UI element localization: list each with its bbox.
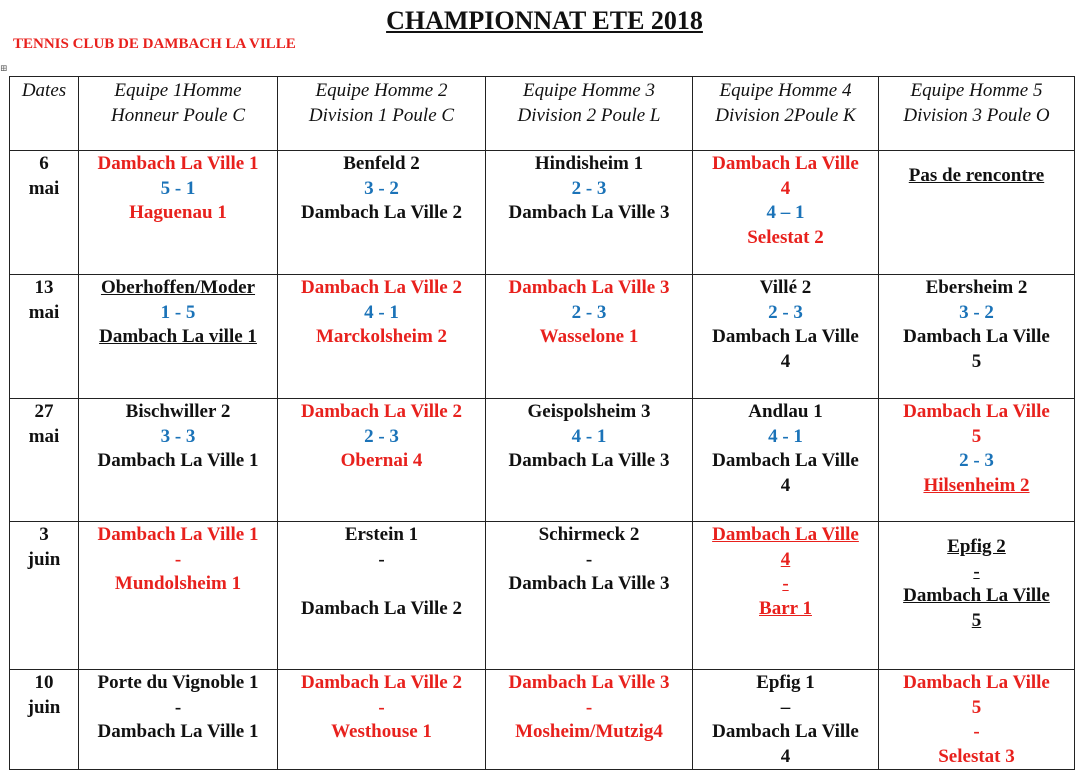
table-anchor-icon: ⊞ [0, 63, 8, 73]
match-line: Dambach La Ville 1 [97, 153, 259, 174]
match-cell [278, 275, 486, 399]
match-cell [879, 275, 1075, 399]
match-line: - [174, 548, 182, 570]
header-team-1 [79, 77, 278, 151]
match-line: Dambach La Ville 3 [508, 450, 670, 471]
header-team-2 [278, 77, 486, 151]
match-score: 2 - 3 [768, 301, 803, 323]
match-line: Dambach La Ville 2 [301, 277, 462, 298]
match-score: 4 - 1 [571, 425, 607, 447]
match-line: Dambach La Ville [712, 524, 859, 545]
date-cell [10, 275, 79, 399]
match-line: Dambach La ville 1 [99, 326, 257, 347]
match-cell [79, 151, 278, 275]
match-cell [79, 275, 278, 399]
header-line: Division 3 Poule O [903, 104, 1050, 126]
table-row [10, 151, 1075, 275]
match-line: Benfeld 2 [343, 153, 420, 174]
match-line: Dambach La Ville 3 [508, 202, 670, 223]
match-line: 4 [780, 745, 791, 767]
date-line: mai [28, 425, 60, 447]
match-line: Dambach La Ville [903, 585, 1050, 606]
match-cell [278, 522, 486, 670]
match-line: Marckolsheim 2 [315, 326, 448, 347]
schedule-table [9, 76, 1075, 770]
date-cell [10, 399, 79, 522]
header-team-5 [879, 77, 1075, 151]
header-team-4 [693, 77, 879, 151]
match-line: Dambach La Ville 1 [97, 524, 259, 545]
match-line: Selestat 3 [938, 745, 1015, 767]
match-cell [79, 522, 278, 670]
date-line: juin [27, 548, 61, 570]
match-line: 4 [780, 177, 791, 199]
match-line: Dambach La Ville [903, 326, 1050, 347]
date-line: 27 [34, 401, 54, 422]
match-line: Erstein 1 [344, 524, 419, 545]
page-title [0, 6, 1089, 36]
match-line: Dambach La Ville [903, 672, 1050, 693]
match-line: 4 [780, 350, 791, 372]
match-score: 2 - 3 [571, 177, 607, 199]
match-score: 4 - 1 [364, 301, 399, 323]
match-line: 4 [780, 548, 791, 570]
match-cell [278, 399, 486, 522]
date-line: 6 [39, 153, 49, 174]
header-line: Division 1 Poule C [308, 104, 455, 126]
match-cell [486, 670, 693, 770]
match-cell [693, 522, 879, 670]
match-cell [79, 670, 278, 770]
match-cell [486, 275, 693, 399]
match-score: 4 - 1 [768, 425, 803, 447]
match-line: – [780, 696, 791, 718]
match-line: Epfig 2 [947, 536, 1006, 557]
match-cell [693, 670, 879, 770]
date-line: 13 [34, 277, 54, 298]
match-cell [693, 151, 879, 275]
match-line: Westhouse 1 [331, 721, 432, 742]
match-line: Dambach La Ville 3 [508, 277, 670, 298]
match-line: Dambach La Ville [712, 450, 859, 471]
table-row [10, 399, 1075, 522]
match-line: 5 [971, 425, 982, 447]
title-text: CHAMPIONNAT ETE 2018 [386, 6, 703, 35]
match-line: - [585, 696, 593, 718]
match-line: - [973, 560, 980, 582]
match-line: Wasselone 1 [539, 326, 639, 347]
match-line: Dambach La Ville [712, 721, 859, 742]
match-score: 1 - 5 [160, 301, 196, 323]
date-cell [10, 670, 79, 770]
club-name: TENNIS CLUB DE DAMBACH LA VILLE [13, 36, 296, 52]
match-line: - [782, 573, 789, 594]
header-line: Division 2Poule K [715, 104, 856, 126]
match-line: Pas de rencontre [908, 165, 1045, 186]
match-line: Barr 1 [759, 597, 812, 619]
date-line: mai [28, 301, 60, 323]
match-line: 4 [780, 474, 791, 496]
match-score: 3 - 3 [160, 425, 196, 447]
match-score: 4 – 1 [766, 202, 805, 223]
match-line: Dambach La Ville [903, 401, 1050, 422]
match-score: 2 - 3 [364, 425, 399, 447]
match-line: - [585, 548, 593, 570]
match-score: 2 - 3 [571, 301, 607, 323]
match-score: 5 - 1 [160, 177, 196, 199]
header-line: Dates [21, 80, 67, 101]
match-cell [693, 275, 879, 399]
header-line: Equipe Homme 2 [315, 80, 448, 101]
match-line: Dambach La Ville [712, 326, 859, 347]
match-line: Selestat 2 [747, 226, 824, 248]
match-line: Mundolsheim 1 [114, 573, 242, 594]
match-cell [79, 399, 278, 522]
match-score: 3 - 2 [364, 177, 399, 199]
match-line: Hindisheim 1 [534, 153, 644, 174]
match-cell [879, 399, 1075, 522]
match-line: Bischwiller 2 [125, 401, 231, 422]
match-line: - [174, 696, 182, 718]
match-line: 5 [971, 696, 982, 718]
date-line: 10 [34, 672, 54, 693]
date-line: juin [27, 696, 61, 718]
match-line: Schirmeck 2 [538, 524, 640, 545]
header-line: Equipe Homme 4 [719, 80, 852, 101]
match-cell [879, 151, 1075, 275]
match-line: Dambach La Ville 2 [301, 672, 462, 693]
table-row [10, 275, 1075, 399]
header-line: Equipe Homme 5 [910, 80, 1043, 101]
match-cell [879, 522, 1075, 670]
match-line: - [973, 721, 980, 742]
match-line: Geispolsheim 3 [527, 401, 651, 422]
header-line: Division 2 Poule L [517, 104, 661, 126]
match-line: Epfig 1 [756, 672, 815, 693]
match-line: - [378, 548, 385, 570]
match-line: Dambach La Ville 3 [508, 672, 670, 693]
match-line: Dambach La Ville 2 [301, 597, 462, 619]
date-line: 3 [39, 524, 49, 545]
table-row [10, 670, 1075, 770]
match-line: Dambach La Ville 2 [301, 401, 462, 422]
match-line: Dambach La Ville [712, 153, 859, 174]
header-row [10, 77, 1075, 151]
match-cell [278, 151, 486, 275]
match-line: Mosheim/Mutzig4 [515, 721, 663, 742]
match-cell [693, 399, 879, 522]
match-cell [486, 399, 693, 522]
match-score: 2 - 3 [959, 450, 994, 471]
date-cell [10, 522, 79, 670]
match-line: Obernai 4 [340, 450, 423, 471]
match-line: Haguenau 1 [129, 202, 227, 223]
match-score: 3 - 2 [959, 301, 994, 323]
header-line: Equipe Homme 3 [523, 80, 655, 101]
match-line: 5 [971, 609, 982, 631]
match-line: Dambach La Ville 1 [97, 721, 259, 742]
match-line: Andlau 1 [748, 401, 823, 422]
table-row [10, 522, 1075, 670]
match-line [278, 572, 485, 597]
header-line: Honneur Poule C [110, 104, 246, 126]
match-cell [486, 151, 693, 275]
match-line: Oberhoffen/Moder [100, 277, 256, 298]
match-line: - [378, 696, 385, 718]
match-line: Porte du Vignoble 1 [97, 672, 259, 693]
date-line: mai [28, 177, 60, 199]
match-cell [879, 670, 1075, 770]
header-team-3 [486, 77, 693, 151]
header-line: Equipe 1Homme [114, 80, 242, 101]
match-line: Dambach La Ville 1 [97, 450, 259, 471]
match-cell [278, 670, 486, 770]
date-cell [10, 151, 79, 275]
match-line: Ebersheim 2 [925, 277, 1028, 298]
match-line: Dambach La Ville 2 [301, 202, 462, 223]
match-line: 5 [971, 350, 982, 372]
match-line: Hilsenheim 2 [923, 474, 1030, 496]
match-cell [486, 522, 693, 670]
match-line: Villé 2 [759, 277, 812, 298]
match-line: Dambach La Ville 3 [508, 573, 670, 594]
header-dates [10, 77, 79, 151]
